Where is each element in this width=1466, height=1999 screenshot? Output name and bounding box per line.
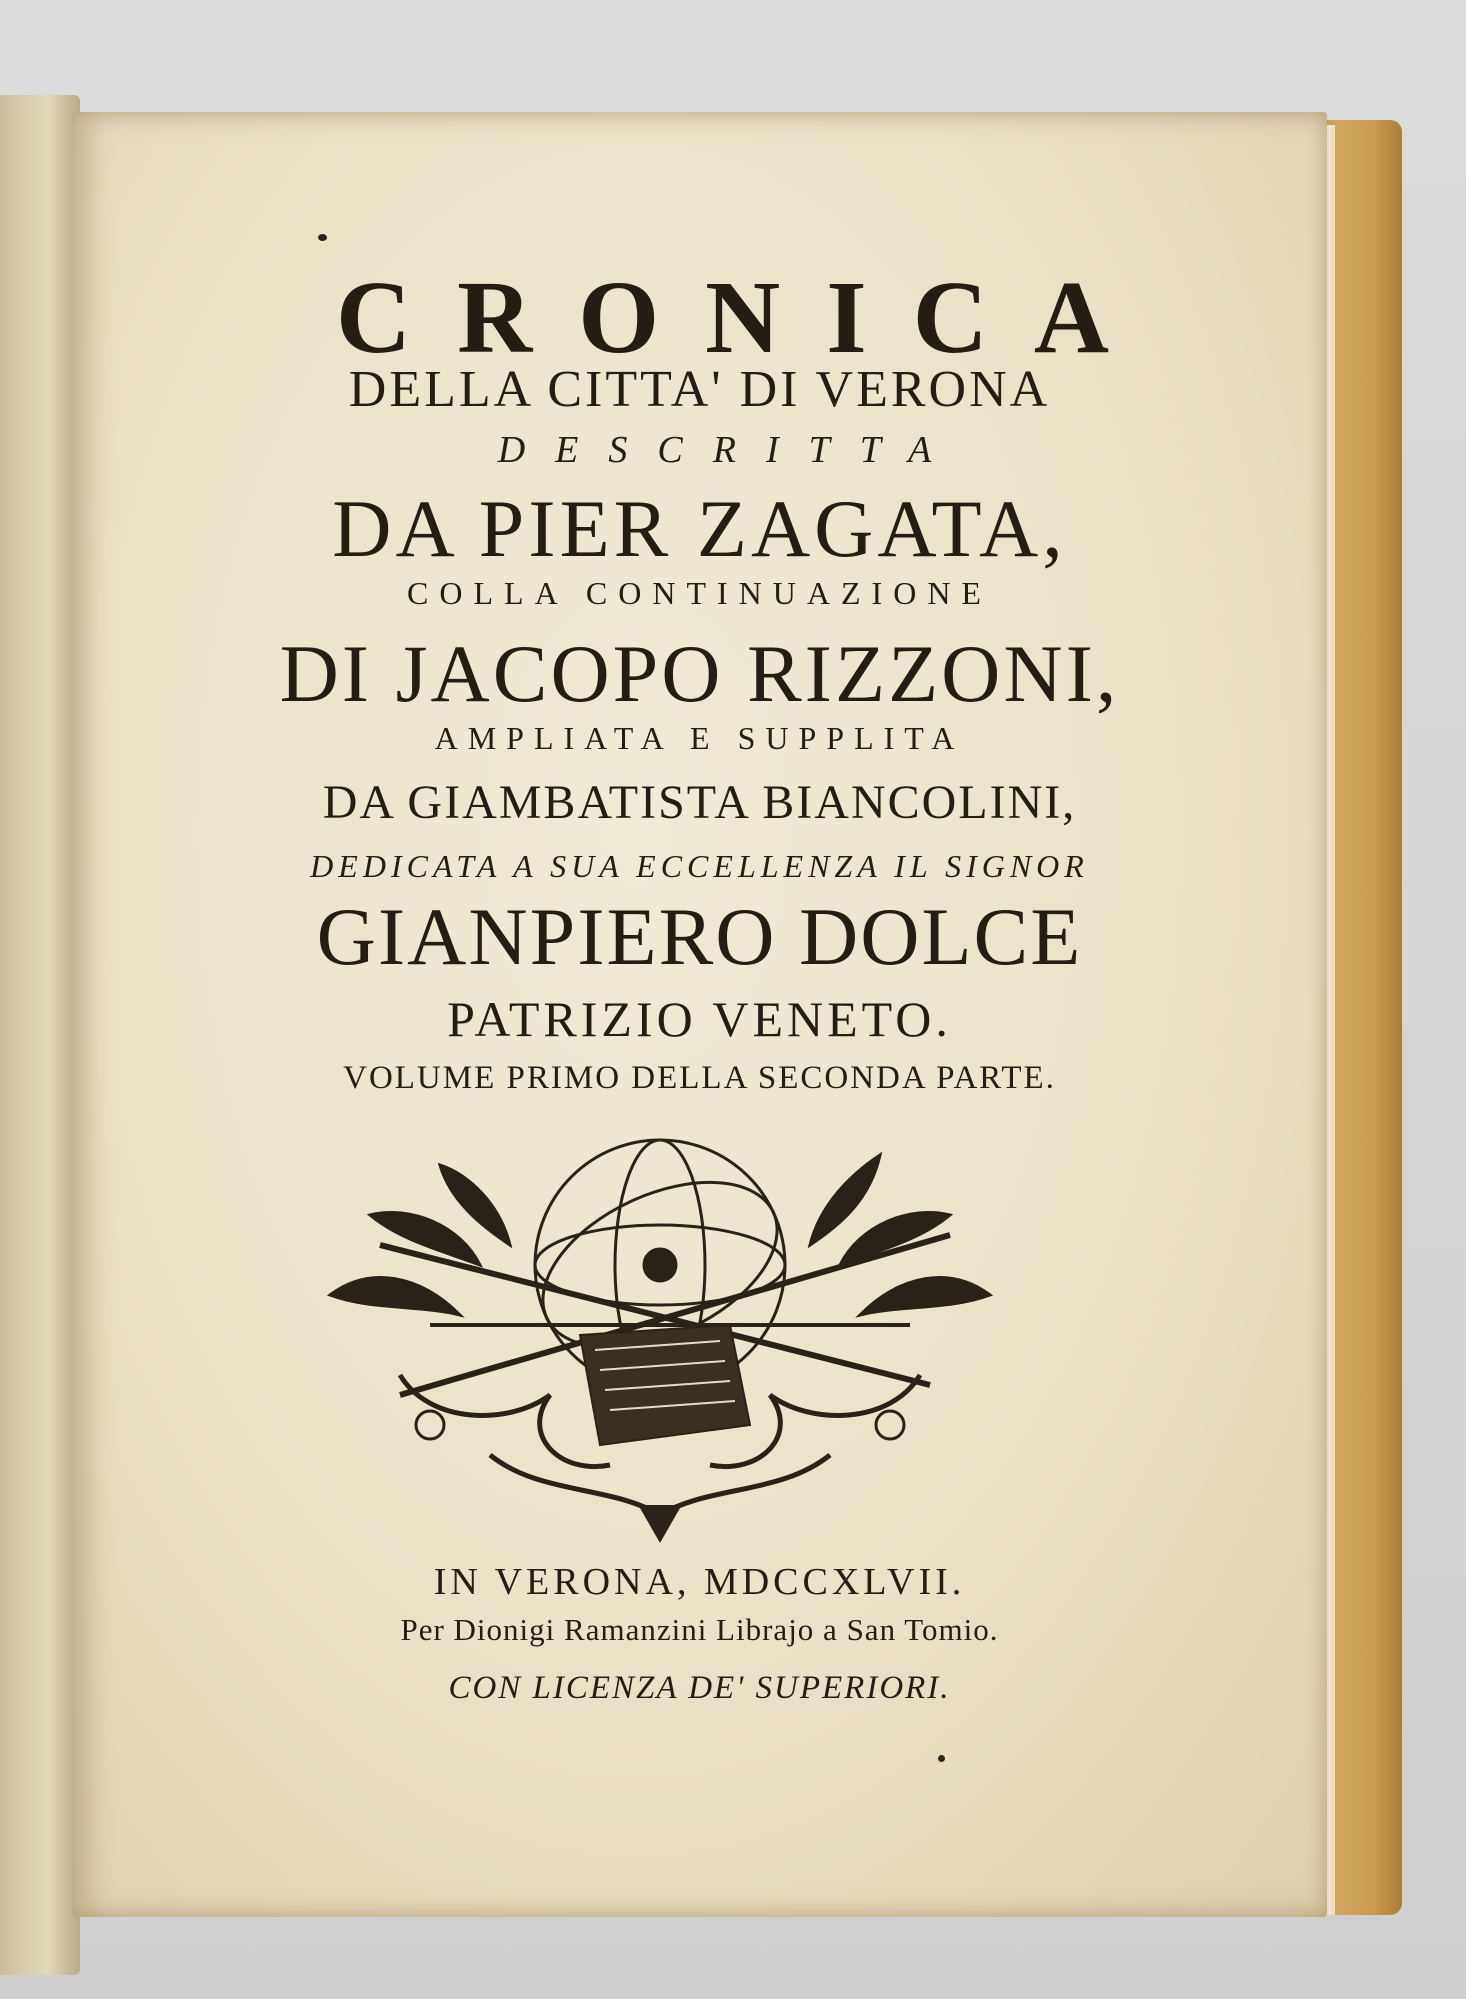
facing-page-edge [0, 95, 80, 1975]
dedicatee-title-line: PATRIZIO VENETO. [447, 991, 952, 1047]
title-descritta: DESCRITTA [497, 429, 962, 471]
imprint-license: CON LICENZA DE' SUPERIORI. [448, 1670, 951, 1706]
ink-speck [318, 234, 327, 241]
continuator-line: DI JACOPO RIZZONI, [279, 628, 1120, 719]
ink-speck [938, 1755, 945, 1762]
imprint-printer: Per Dionigi Ramanzini Librajo a San Tomio. [400, 1612, 999, 1647]
author-line: DA PIER ZAGATA, [332, 483, 1067, 574]
volume-line: VOLUME PRIMO DELLA SECONDA PARTE. [343, 1060, 1056, 1096]
armillary-sphere-trophy-ornament-icon [310, 1125, 1010, 1545]
dedicatee-line: GIANPIERO DOLCE [316, 891, 1083, 982]
continuation-line: COLLA CONTINUAZIONE [407, 575, 992, 611]
title-subtitle: DELLA CITTA' DI VERONA [348, 361, 1051, 418]
imprint-place-date: IN VERONA, MDCCXLVII. [433, 1561, 966, 1603]
dedication-line: DEDICATA A SUA ECCELLENZA IL SIGNOR [310, 848, 1089, 884]
editor-line: DA GIAMBATISTA BIANCOLINI, [322, 776, 1077, 829]
enlarged-line: AMPLIATA E SUPPLITA [434, 720, 965, 756]
title-cronica: CRONICA [336, 260, 1155, 375]
